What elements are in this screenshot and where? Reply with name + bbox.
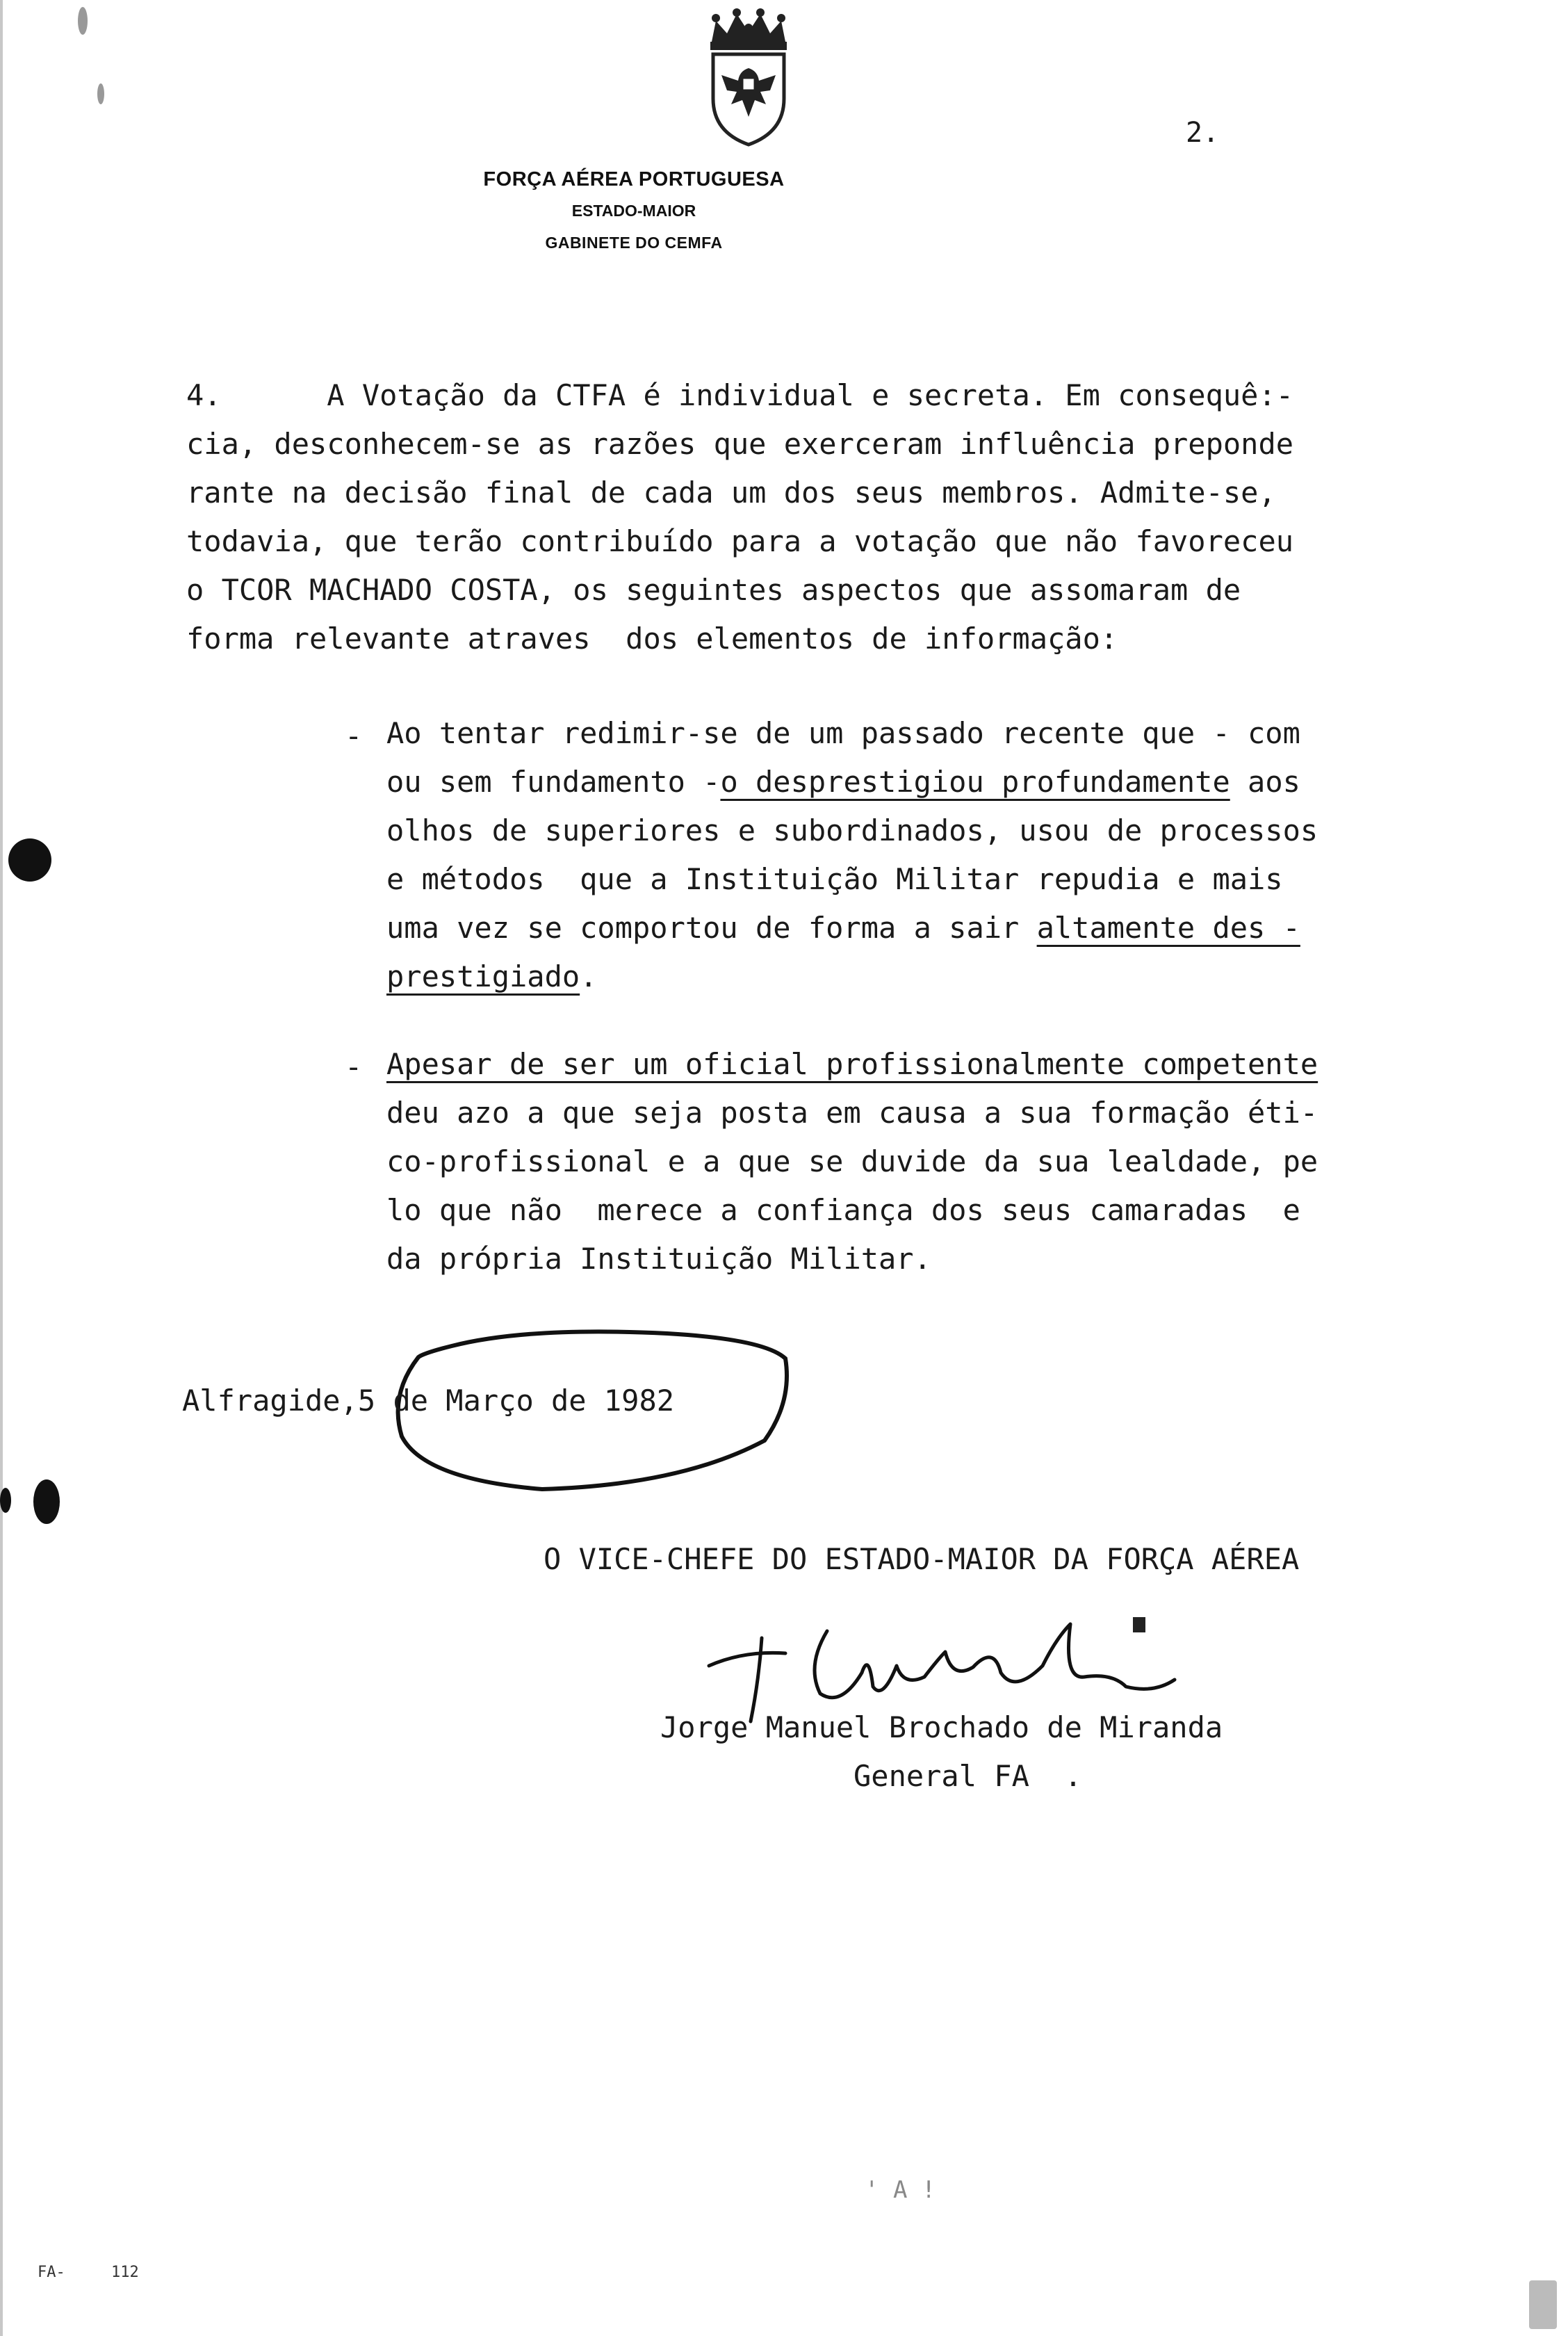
bullet1-line-5: [386, 911, 1300, 945]
para-line-5: o TCOR MACHADO COSTA, os seguintes aspectos que assomaram de: [186, 573, 1241, 607]
page-edge: [0, 0, 3, 2336]
air-force-crest-icon: [703, 8, 794, 147]
bullet1-line-6b: .: [580, 959, 598, 993]
para-line-4: todavia, que terão contribuído para a votação que não favoreceu: [186, 524, 1294, 558]
bullet1-line-6: [386, 959, 598, 993]
page-number: 2.: [1186, 117, 1220, 149]
bullet2-line-3: co-profissional e a que se duvide da sua lealdade, pe: [386, 1144, 1318, 1178]
header-org: FORÇA AÉREA PORTUGUESA: [483, 168, 785, 190]
bullet1-line-4: e métodos que a Instituição Militar repudia e mais: [386, 862, 1283, 896]
signatory-rank: General FA .: [854, 1759, 1082, 1793]
para-line-1: 4. A Votação da CTFA é individual e secreta. Em consequê:-: [186, 378, 1294, 412]
bullet2-line-1: Apesar de ser um oficial profissionalmente competente: [386, 1047, 1318, 1081]
bullet1-line-1: Ao tentar redimir-se de um passado recente que - com: [386, 716, 1300, 750]
bullet-dash-2: -: [345, 1050, 363, 1084]
scan-speck: [1529, 2280, 1557, 2329]
place: Alfragide,: [182, 1384, 358, 1418]
bullet2-line-2: deu azo a que seja posta em causa a sua formação éti-: [386, 1096, 1318, 1130]
ink-blot: [8, 838, 51, 882]
date: 5 de Março de 1982: [357, 1384, 675, 1418]
bullet1-line-2a: ou sem fundamento -: [386, 765, 721, 799]
bullet-dash-1: -: [345, 719, 363, 753]
footer-mark: ' A !: [865, 2176, 936, 2204]
footer-code: FA- 112: [38, 2264, 139, 2281]
underlined-phrase-1: o desprestigiou profundamente: [720, 765, 1230, 799]
para-line-3: rante na decisão final de cada um dos seus membros. Admite-se,: [186, 476, 1276, 510]
underlined-phrase-3: prestigiado: [386, 959, 580, 993]
place-and-date: [182, 1384, 674, 1418]
header-office: GABINETE DO CEMFA: [545, 234, 723, 252]
bullet2-line-5: da própria Instituição Militar.: [386, 1242, 931, 1276]
bullet1-line-3: olhos de superiores e subordinados, usou de processos: [386, 813, 1318, 847]
ink-blot: [0, 1488, 11, 1513]
ink-blot: [33, 1479, 60, 1524]
signatory-role: O VICE-CHEFE DO ESTADO-MAIOR DA FORÇA AÉREA: [544, 1542, 1300, 1576]
bullet1-line-2: [386, 765, 1300, 799]
bullet2-line-4: lo que não merece a confiança dos seus camaradas e: [386, 1193, 1300, 1227]
para-line-6: forma relevante atraves dos elementos de informação:: [186, 622, 1118, 656]
para-line-2: cia, desconhecem-se as razões que exerceram influência preponde: [186, 427, 1294, 461]
signatory-name: Jorge Manuel Brochado de Miranda: [660, 1710, 1223, 1744]
bullet1-line-5a: uma vez se comportou de forma a sair: [386, 911, 1037, 945]
header-dept: ESTADO-MAIOR: [571, 202, 696, 220]
scan-speck: [97, 83, 104, 104]
underlined-phrase-2: altamente des -: [1036, 911, 1300, 945]
bullet1-line-2b: aos: [1230, 765, 1300, 799]
scan-speck: [78, 7, 88, 35]
